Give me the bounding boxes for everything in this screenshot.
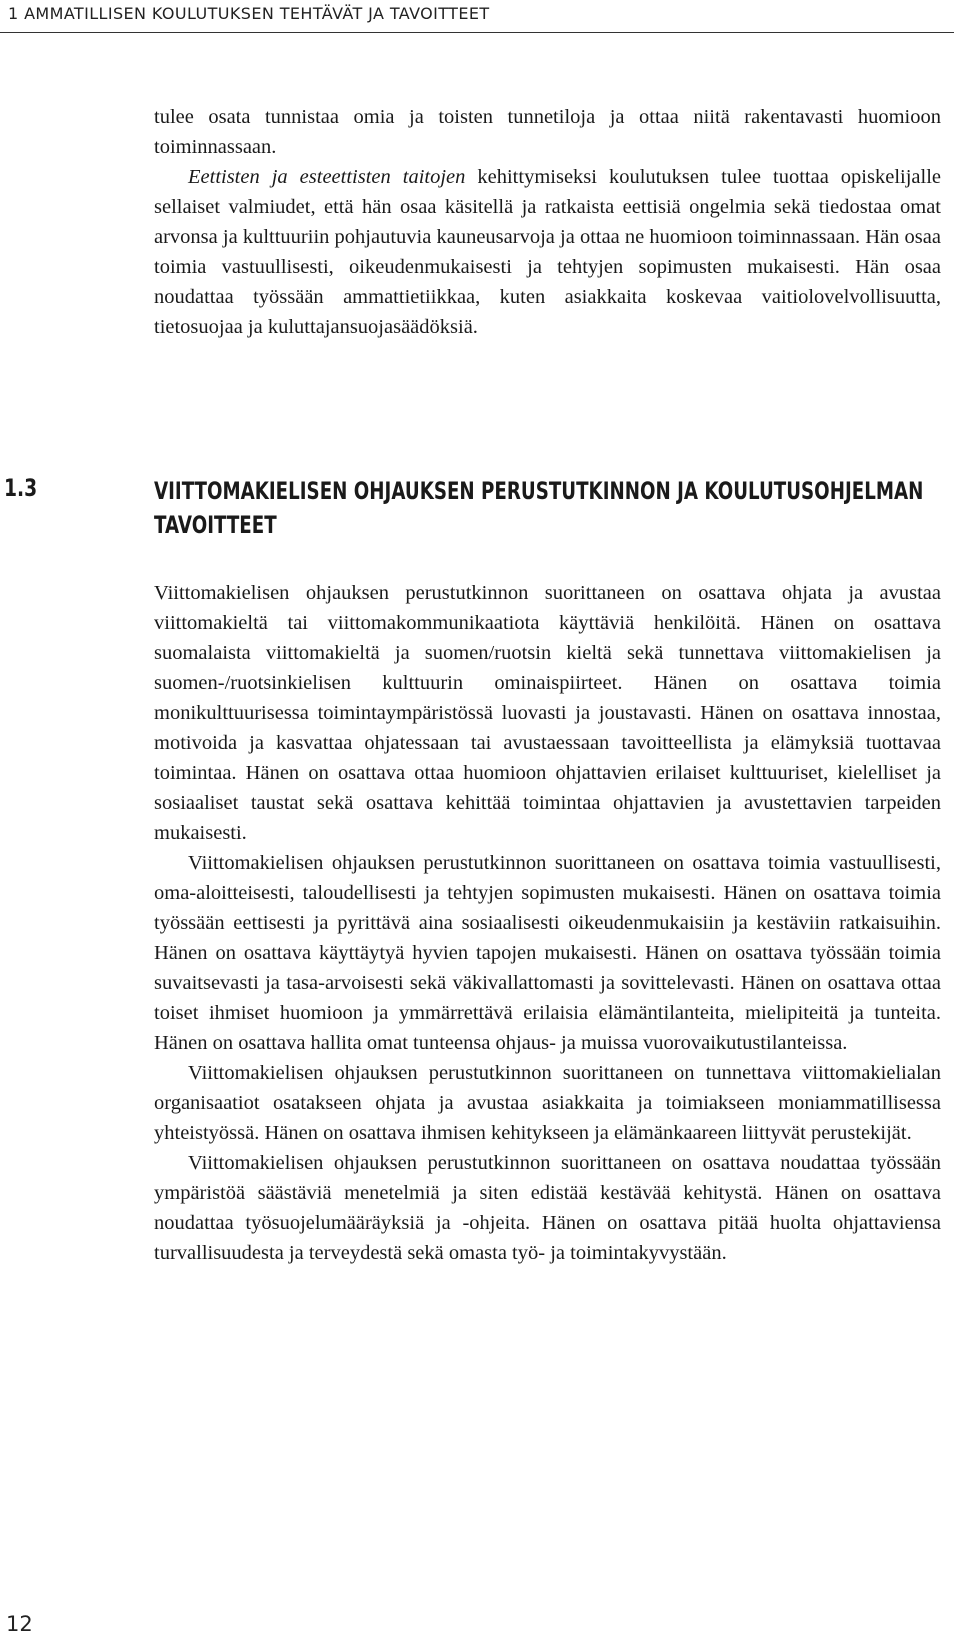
section-paragraph-1: Viittomakielisen ohjauksen perustutkinnon suorittaneen on osattava ohjata ja avustaa viittomakieltä tai viittomakommunikaatiota käyttäviä henkilöitä. Hänen on osattava suomalaista viittomakieltä ja suomen/ruotsin kieltä sekä tunnettava viittomakielisen ja suomen-/ruotsinkielisen kulttuurin ominaispiirteet. Hänen on osattava toimia monikulttuurisessa toimintaympäristössä luovasti ja joustavasti. Hänen on osattava innostaa, motivoida ja kasvattaa ohjatessaan tai avustaessaan tavoitteellista ja elämyksiä tuottavaa toimintaa. Hänen on osattava ottaa huomioon ohjattavien erilaiset kulttuuriset, kielelliset ja sosiaaliset taustat sekä osattava kehittää toimintaa ohjattavien ja avustettavien tarpeiden mukaisesti. bbox=[154, 582, 941, 844]
section-title: VIITTOMAKIELISEN OHJAUKSEN PERUSTUTKINNON JA KOULUTUSOHJELMAN TAVOITTEET bbox=[154, 477, 924, 539]
intro-paragraph-2-text: kehittymiseksi koulutuksen tulee tuottaa opiskelijalle sellaiset valmiudet, että hän osaa käsitellä ja ratkaista eettisiä ongelmia sekä tiedostaa omat arvonsa ja kulttuuriin pohjautuvia kauneusarvoja ja ottaa ne huomioon toiminnassaan. Hän osaa toimia vastuullisesti, oikeudenmukaisesti ja tehtyjen sopimusten mukaisesti. Hän osaa noudattaa työssään ammattietiikkaa, kuten asiakkaita koskevaa vaitiolovelvollisuutta, tietosuojaa ja kuluttajansuojasäädöksiä. bbox=[154, 166, 941, 338]
intro-emphasis: Eettisten ja esteettisten taitojen bbox=[188, 166, 466, 188]
section-body bbox=[154, 578, 941, 1268]
intro-paragraph-2 bbox=[154, 162, 941, 342]
section-paragraph-4: Viittomakielisen ohjauksen perustutkinnon suorittaneen on osattava noudattaa työssään ympäristöä säästäviä menetelmiä ja siten edistää kestävää kehitystä. Hänen on osattava noudattaa työsuojelumääräyksiä ja -ohjeita. Hänen on osattava pitää huolta ohjattaviensa turvallisuudesta ja terveydestä sekä omasta työ- ja toimintakyvystään. bbox=[154, 1152, 941, 1264]
section-number: 1.3 bbox=[4, 474, 38, 502]
header-rule bbox=[0, 32, 954, 33]
running-title: 1 AMMATILLISEN KOULUTUKSEN TEHTÄVÄT JA TAVOITTEET bbox=[8, 4, 490, 23]
section-paragraph-2: Viittomakielisen ohjauksen perustutkinnon suorittaneen on osattava toimia vastuullisesti, oma-aloitteisesti, taloudellisesti ja tehtyjen sopimusten mukaisesti. Hänen on osattava toimia työssään eettisesti ja pyrittävä aina sosiaalisesti oikeudenmukaisiin ja kestäviin ratkaisuihin. Hänen on osattava käyttäytyä hyvien tapojen mukaisesti. Hänen on osattava työssään toimia suvaitsevasti ja tasa-arvoisesti sekä väkivallattomasti ja sovittelevasti. Hänen on osattava ottaa toiset ihmiset huomioon ja ymmärrettävä erilaisia elämäntilanteita, mielipiteitä ja tunteita. Hänen on osattava hallita omat tunteensa ohjaus- ja muissa vuorovaikutustilanteissa. bbox=[154, 852, 941, 1054]
page-number: 12 bbox=[6, 1612, 33, 1636]
intro-paragraph-1: tulee osata tunnistaa omia ja toisten tunnetiloja ja ottaa niitä rakentavasti huomioon toiminnassaan. bbox=[154, 106, 941, 158]
running-header bbox=[0, 0, 960, 34]
intro-text bbox=[154, 102, 941, 342]
section-paragraph-3: Viittomakielisen ohjauksen perustutkinnon suorittaneen on tunnettava viittomakielialan organisaatiot osatakseen ohjata ja avustaa asiakkaita ja toimiakseen moniammatillisessa yhteistyössä. Hänen on osattava ihmisen kehitykseen ja elämänkaareen liittyvät perustekijät. bbox=[154, 1062, 941, 1144]
